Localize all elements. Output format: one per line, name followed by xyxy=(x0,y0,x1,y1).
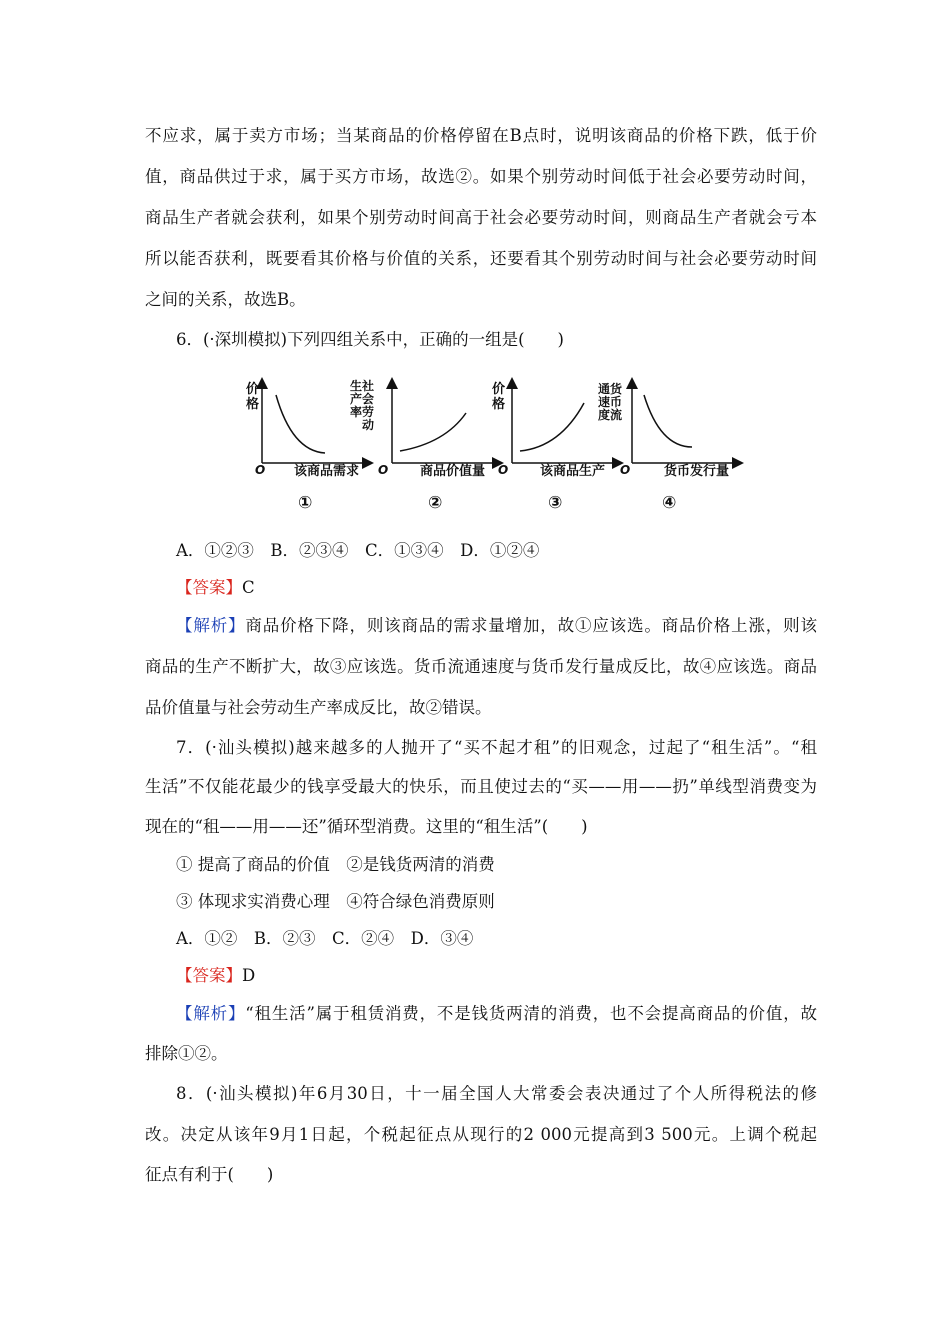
graph-1-curve xyxy=(276,395,325,453)
q6-analysis-line-2: 商品的生产不断扩大，故③应该选。货币流通速度与货币发行量成反比，故④应该选。商品 xyxy=(145,657,817,676)
graph-2-number: ② xyxy=(428,493,443,513)
q7-stem-line-3: 现在的“租——用——还”循环型消费。这里的“租生活”( ) xyxy=(145,817,588,836)
graph-4-ylabel-1: 通货 xyxy=(598,382,623,396)
q7-answer xyxy=(176,965,816,987)
para1-line-2: 值，商品供过于求，属于买方市场，故选②。如果个别劳动时间低于社会必要劳动时间， xyxy=(145,167,817,186)
q6-graphs-figure xyxy=(240,375,760,525)
q6-answer xyxy=(176,577,816,599)
q7-analysis-label: 【解析】 xyxy=(176,1004,246,1023)
q6-answer-value: C xyxy=(242,578,255,597)
graph-1-ylabel-2: 格 xyxy=(246,397,260,412)
q6-analysis-text-1: 商品价格下降，则该商品的需求量增加，故①应该选。商品价格上涨，则该 xyxy=(245,616,818,635)
graph-1-xlabel: 该商品需求 xyxy=(294,464,360,479)
graph-4-curve xyxy=(644,395,692,447)
graph-3-ylabel-1: 价 xyxy=(492,382,506,397)
graph-2-ylabel-4: 动 xyxy=(350,418,375,432)
q6-options: A．①②③ B．②③④ C．①③④ D．①②④ xyxy=(176,541,540,560)
para1-line-5: 之间的关系，故选B。 xyxy=(145,290,306,309)
graph-4-origin: O xyxy=(620,463,631,477)
graph-3-xlabel: 该商品生产 xyxy=(540,464,606,479)
q8-stem-line-1: 8．(·汕头模拟)年6月30日，十一届全国人大常委会表决通过了个人所得税法的修 xyxy=(176,1084,817,1103)
graph-2-ylabel-1: 生社 xyxy=(350,379,375,393)
para1-line-3: 商品生产者就会获利，如果个别劳动时间高于社会必要劳动时间，则商品生产者就会亏本 xyxy=(145,208,817,227)
graph-1-ylabel-1: 价 xyxy=(246,382,260,397)
graph-3-ylabel-2: 格 xyxy=(492,397,506,412)
q7-analysis-line-1 xyxy=(176,1003,817,1025)
q7-options: A．①② B．②③ C．②④ D．③④ xyxy=(176,929,474,948)
graph-1-number: ① xyxy=(298,493,313,513)
q6-analysis-label: 【解析】 xyxy=(176,616,246,635)
graph-4 xyxy=(598,381,738,513)
q7-choice-line-1: ① 提高了商品的价值 ②是钱货两清的消费 xyxy=(176,855,495,874)
graph-4-ylabel-3: 度流 xyxy=(598,408,623,422)
q6-analysis-line-1 xyxy=(176,615,817,637)
q7-stem-line-2: 生活”不仅能花最少的钱享受最大的快乐，而且使过去的“买——用——扔”单线型消费变为 xyxy=(145,777,817,796)
graph-2 xyxy=(350,378,498,513)
q7-stem-line-1: 7．(·汕头模拟)越来越多的人抛开了“买不起才租”的旧观念，过起了“租生活”。“租 xyxy=(176,738,817,757)
graph-2-curve xyxy=(400,413,466,451)
graph-2-ylabel-3: 率劳 xyxy=(350,405,375,419)
graph-4-number: ④ xyxy=(662,493,677,513)
graph-4-ylabel-2: 速币 xyxy=(598,395,623,409)
graph-4-xlabel: 货币发行量 xyxy=(664,464,730,479)
q8-stem-line-3: 征点有利于( ) xyxy=(145,1165,274,1184)
graph-2-origin: O xyxy=(378,463,389,477)
q7-analysis-text-1: “租生活”属于租赁消费，不是钱货两清的消费，也不会提高商品的价值，故 xyxy=(245,1004,818,1023)
graph-3-curve xyxy=(520,403,584,451)
graph-3-origin: O xyxy=(498,463,509,477)
graph-1-origin: O xyxy=(255,463,266,477)
q6-stem: 6．(·深圳模拟)下列四组关系中，正确的一组是( ) xyxy=(176,330,564,349)
para1-line-4: 所以能否获利，既要看其价格与价值的关系，还要看其个别劳动时间与社会必要劳动时间 xyxy=(145,249,817,268)
q6-analysis-line-3: 品价值量与社会劳动生产率成反比，故②错误。 xyxy=(145,698,492,717)
graph-3-number: ③ xyxy=(548,493,563,513)
graph-2-ylabel-2: 产会 xyxy=(350,392,375,406)
q8-stem-line-2: 改。决定从该年9月1日起，个税起征点从现行的2 000元提高到3 500元。上调个税起 xyxy=(145,1125,817,1144)
graph-2-xlabel: 商品价值量 xyxy=(420,464,486,479)
para1-line-1: 不应求，属于卖方市场；当某商品的价格停留在B点时，说明该商品的价格下跌，低于价 xyxy=(145,126,817,145)
q7-answer-value: D xyxy=(242,966,256,985)
q7-answer-label: 【答案】 xyxy=(176,966,242,985)
q7-analysis-line-2: 排除①②。 xyxy=(145,1044,228,1063)
q7-choice-line-2: ③ 体现求实消费心理 ④符合绿色消费原则 xyxy=(176,892,495,911)
q6-answer-label: 【答案】 xyxy=(176,578,242,597)
